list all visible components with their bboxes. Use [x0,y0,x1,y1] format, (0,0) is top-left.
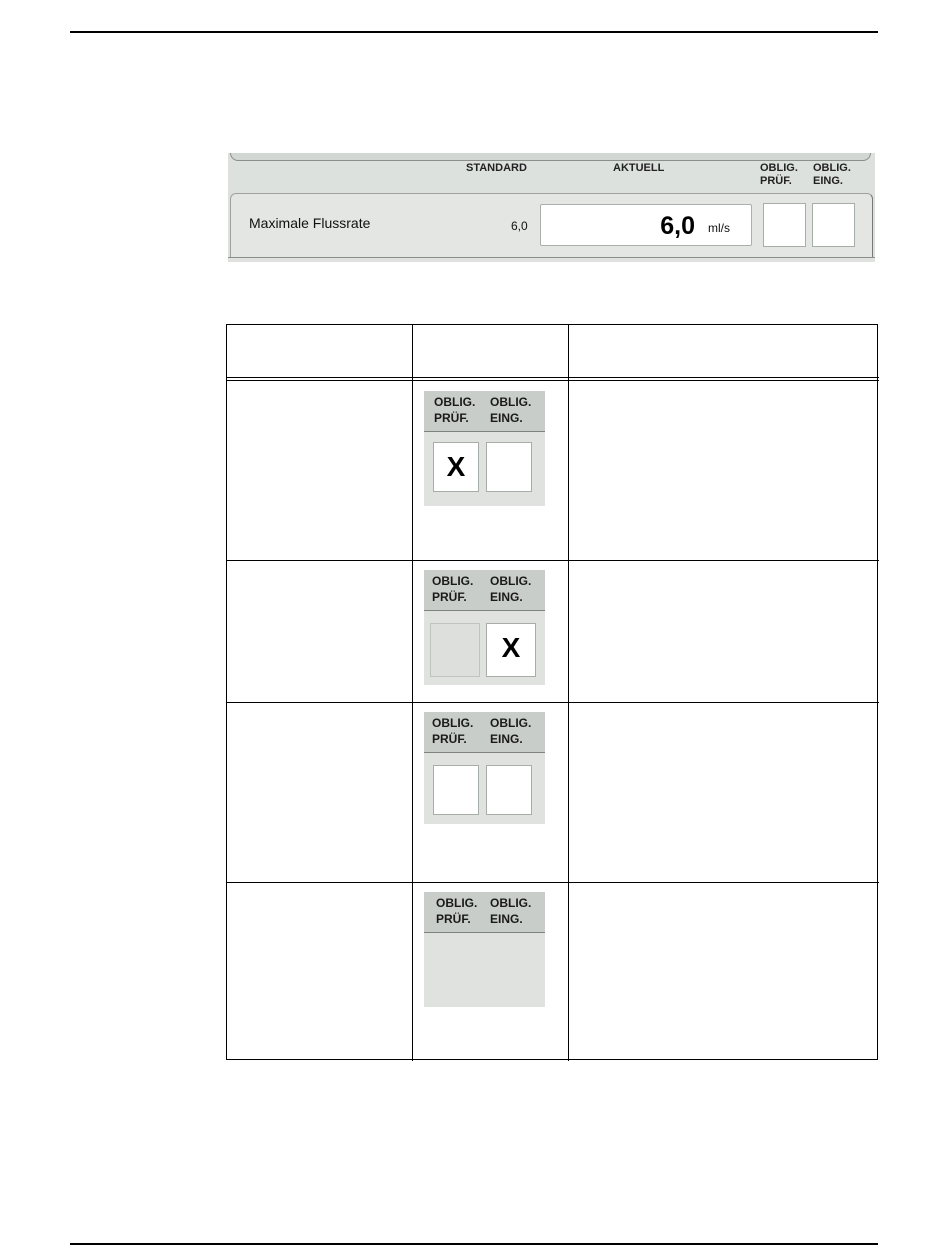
widget-label-pruef: OBLIG. PRÜF. [436,896,478,926]
widget-label-pruef: OBLIG. PRÜF. [432,716,474,746]
column-header-aktuell: AKTUELL [613,162,665,174]
top-rule [70,31,878,33]
column-header-standard: STANDARD [466,162,527,174]
panel-bottom-edge [228,257,875,262]
oblig-pruef-checkbox[interactable]: X [433,442,479,492]
table-row-widget [424,712,545,824]
oblig-eing-checkbox[interactable] [486,765,532,815]
oblig-eing-checkbox[interactable] [486,442,532,492]
table-row-widget [424,892,545,1007]
checkbox-legend-table [226,324,878,1060]
column-header-oblig-pruef: OBLIG. PRÜF. [760,162,798,187]
unit-label: ml/s [708,221,730,235]
widget-header [424,570,545,611]
header-divider [227,377,879,378]
table-row-widget [424,391,545,506]
widget-header [424,712,545,753]
setting-row-max-flow-rate [230,193,873,259]
column-divider [412,325,413,1061]
setting-label: Maximale Flussrate [249,215,371,231]
column-header-oblig-eing: OBLIG. EING. [813,162,851,187]
row-divider [227,560,879,561]
widget-label-eing: OBLIG. EING. [490,395,532,425]
oblig-pruef-checkbox[interactable] [763,203,806,247]
header-divider [227,380,879,381]
panel-top-edge [230,153,871,161]
standard-value: 6,0 [511,219,528,233]
widget-label-pruef: OBLIG. PRÜF. [432,574,474,604]
oblig-pruef-checkbox-disabled [430,623,480,677]
table-row-widget [424,570,545,685]
flow-rate-settings-panel [228,153,875,262]
widget-label-pruef: OBLIG. PRÜF. [434,395,476,425]
oblig-pruef-checkbox[interactable] [433,765,479,815]
widget-header [424,391,545,432]
row-divider [227,882,879,883]
widget-label-eing: OBLIG. EING. [490,574,532,604]
row-divider [227,702,879,703]
column-divider [568,325,569,1061]
widget-label-eing: OBLIG. EING. [490,896,532,926]
current-value: 6,0 [660,212,695,240]
oblig-eing-checkbox[interactable]: X [486,623,536,677]
widget-header [424,892,545,933]
current-value-field[interactable] [540,204,752,246]
oblig-eing-checkbox[interactable] [812,203,855,247]
widget-label-eing: OBLIG. EING. [490,716,532,746]
bottom-rule [70,1243,878,1245]
